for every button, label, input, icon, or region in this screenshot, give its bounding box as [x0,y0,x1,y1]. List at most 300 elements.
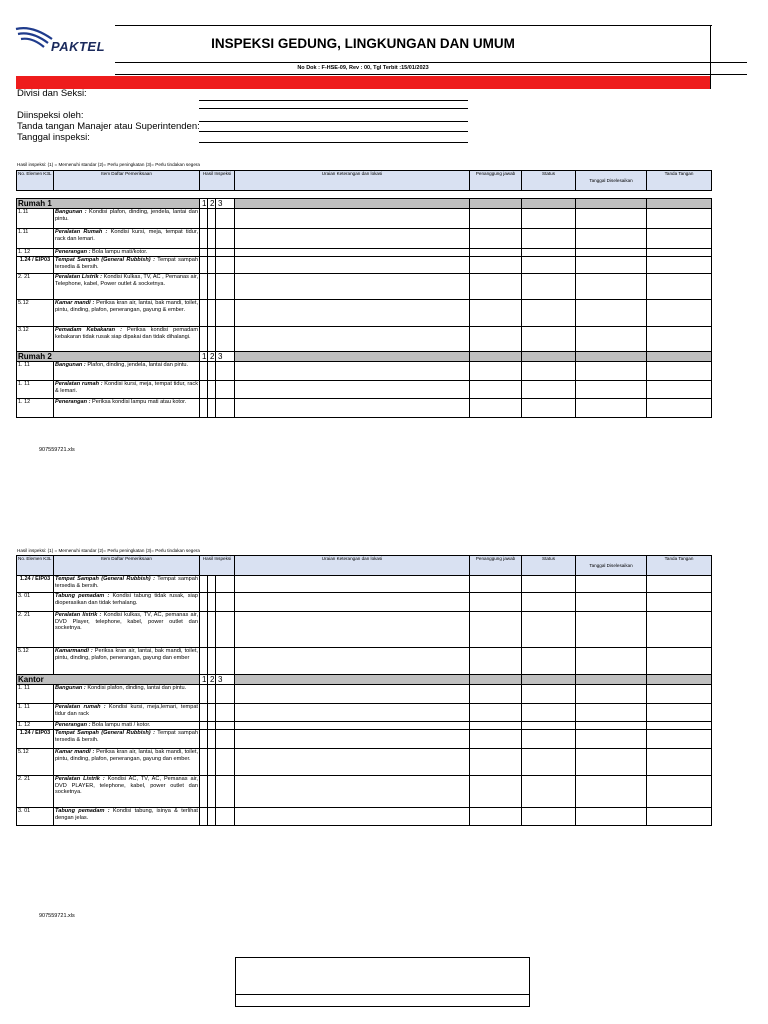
score-cell-1[interactable] [200,776,208,808]
spacer-row [17,191,712,199]
table-row [17,209,712,229]
tanda-cell[interactable] [647,704,712,722]
section-row [17,675,712,685]
checklist-item [54,648,200,675]
table-row [17,327,712,352]
checklist-item-label: Bangunan : [55,209,87,215]
table-row [17,229,712,249]
score-cell-1[interactable] [200,730,208,749]
status-cell[interactable] [522,399,576,418]
score-cell-2[interactable] [208,327,216,352]
score-cell-3[interactable] [216,648,235,675]
tanda-cell[interactable] [647,249,712,257]
section-blank-cell [235,199,470,209]
column-header-tanggal: Tanggal Diselesaikan [576,171,647,191]
tanda-tangan-label: Tanda tangan Manajer atau Superintenden: [17,121,200,132]
status-cell[interactable] [522,593,576,612]
checklist-item-label: Kamar mandi : [55,749,95,755]
checklist-item-text: Kondisi kursi, meja, tempat tidur, rack dan lemari. [55,229,198,242]
document-number: No Dok : F-HSE-09, Rev : 00, Tgl Terbit :15/01/2023 [297,65,429,71]
tanggal-cell[interactable] [576,722,647,730]
section-blank-cell [235,675,470,685]
score-cell-2[interactable] [208,776,216,808]
uraian-cell[interactable] [235,381,470,399]
section-name: Rumah 1 [17,199,200,209]
penanggung-cell[interactable] [470,685,522,704]
score-cell-2[interactable] [208,300,216,327]
checklist-item-label: Kamarmandi : [55,648,93,654]
score-cell-1[interactable] [200,704,208,722]
score-cell-3[interactable] [216,381,235,399]
uraian-cell[interactable] [235,776,470,808]
table-row [17,722,712,730]
tanggal-cell[interactable] [576,249,647,257]
checklist-item-label: Peralatan Listrik : [55,274,103,280]
checklist-item [54,362,200,381]
table-row [17,612,712,648]
column-header-status: Status [522,171,576,191]
tanggal-cell[interactable] [576,274,647,300]
table-row [17,648,712,675]
score-cell-2[interactable] [208,730,216,749]
checklist-item [54,685,200,704]
tanggal-cell[interactable] [576,257,647,274]
penanggung-cell[interactable] [470,249,522,257]
score-header-3: 3 [216,199,235,209]
uraian-cell[interactable] [235,362,470,381]
element-code: 5.12 [17,749,54,776]
status-cell[interactable] [522,249,576,257]
table-row [17,249,712,257]
score-cell-3[interactable] [216,685,235,704]
table-row [17,704,712,722]
table-row [17,576,712,593]
score-cell-3[interactable] [216,704,235,722]
score-cell-1[interactable] [200,209,208,229]
checklist-item-text: Tempat sampah tersedia & bersih. [55,257,198,270]
score-cell-2[interactable] [208,722,216,730]
column-header-hasil: Hasil Inspeksi [200,171,235,191]
status-cell[interactable] [522,381,576,399]
element-code: 1.11 [17,209,54,229]
element-code: 1.24 / EIP03 [17,576,54,593]
signature-box[interactable] [235,957,530,1007]
score-cell-3[interactable] [216,362,235,381]
company-logo [14,25,114,55]
element-code: 1. 11 [17,685,54,704]
score-cell-1[interactable] [200,808,208,826]
status-cell[interactable] [522,362,576,381]
score-cell-2[interactable] [208,685,216,704]
column-header-no: No. Elemen K3L [17,556,54,576]
penanggung-cell[interactable] [470,257,522,274]
red-header-bar [16,76,710,89]
legend-text-2: Hasil inspeksi: (1) = Memenuhi standar (2)= Perlu peningkatan (3)= Perlu tindakan segera [17,548,200,553]
score-cell-3[interactable] [216,749,235,776]
element-code: 1. 12 [17,249,54,257]
element-code: 1.24 / EIP03 [17,257,54,274]
score-cell-2[interactable] [208,399,216,418]
score-cell-3[interactable] [216,209,235,229]
score-cell-2[interactable] [208,274,216,300]
element-code: 1. 12 [17,399,54,418]
column-header-penanggung: Penanggung jawab [470,556,522,576]
score-header-1: 1 [200,352,208,362]
checklist-item-label: Peralatan Listrik : [55,776,105,782]
legend-text: Hasil inspeksi: (1) = Memenuhi standar (2)= Perlu peningkatan (3)= Perlu tindakan segera [17,162,200,167]
uraian-cell[interactable] [235,576,470,593]
score-cell-2[interactable] [208,612,216,648]
checklist-item-text: Kondisi plafon, dinding, jendela, lantai dan pintu. [55,209,198,222]
tanggal-cell[interactable] [576,362,647,381]
score-cell-1[interactable] [200,612,208,648]
section-blank-cell [235,352,470,362]
tanggal-cell[interactable] [576,730,647,749]
element-code: 2. 21 [17,274,54,300]
tanggal-cell[interactable] [576,776,647,808]
uraian-cell[interactable] [235,722,470,730]
penanggung-cell[interactable] [470,209,522,229]
tanggal-cell[interactable] [576,648,647,675]
uraian-cell[interactable] [235,612,470,648]
score-cell-1[interactable] [200,399,208,418]
score-cell-1[interactable] [200,274,208,300]
tanda-cell[interactable] [647,300,712,327]
score-cell-1[interactable] [200,300,208,327]
tanda-cell[interactable] [647,229,712,249]
score-cell-1[interactable] [200,648,208,675]
score-cell-2[interactable] [208,593,216,612]
section-blank-cell [576,352,647,362]
uraian-cell[interactable] [235,229,470,249]
tanda-cell[interactable] [647,209,712,229]
uraian-cell[interactable] [235,685,470,704]
status-cell[interactable] [522,229,576,249]
penanggung-cell[interactable] [470,229,522,249]
penanggung-cell[interactable] [470,381,522,399]
status-cell[interactable] [522,300,576,327]
score-cell-2[interactable] [208,209,216,229]
score-cell-2[interactable] [208,704,216,722]
column-header-tanda: Tanda Tangan [647,556,712,576]
checklist-item [54,722,200,730]
score-cell-3[interactable] [216,257,235,274]
uraian-cell[interactable] [235,249,470,257]
section-blank-cell [522,352,576,362]
tanggal-cell[interactable] [576,381,647,399]
penanggung-cell[interactable] [470,327,522,352]
score-cell-3[interactable] [216,593,235,612]
checklist-item-text: Bola lampu mati / kotor. [90,722,151,728]
status-cell[interactable] [522,730,576,749]
section-blank-cell [470,352,522,362]
section-row [17,199,712,209]
uraian-cell[interactable] [235,648,470,675]
checklist-item-label: Pemadam Kebakaran : [55,327,122,333]
status-cell[interactable] [522,327,576,352]
checklist-item-label: Peralatan rumah : [55,704,106,710]
score-cell-2[interactable] [208,749,216,776]
tanda-cell[interactable] [647,257,712,274]
checklist-item-text: Kondisi Kulkas, TV, AC , Pemanas air, Telephone, kabel, Power outlet & socketnya. [55,274,198,287]
score-cell-1[interactable] [200,249,208,257]
checklist-item-label: Tempat Sampah (General Rubbish) : [55,576,155,582]
penanggung-cell[interactable] [470,593,522,612]
tanda-cell[interactable] [647,730,712,749]
uraian-cell[interactable] [235,749,470,776]
section-blank-cell [522,199,576,209]
score-cell-1[interactable] [200,722,208,730]
score-header-3: 3 [216,352,235,362]
checklist-item [54,576,200,593]
status-cell[interactable] [522,704,576,722]
score-cell-3[interactable] [216,249,235,257]
score-cell-3[interactable] [216,722,235,730]
element-code: 3. 01 [17,593,54,612]
tanggal-cell[interactable] [576,749,647,776]
section-blank-cell [576,199,647,209]
uraian-cell[interactable] [235,399,470,418]
checklist-item [54,399,200,418]
table-row [17,776,712,808]
score-cell-1[interactable] [200,229,208,249]
tanda-cell[interactable] [647,776,712,808]
uraian-cell[interactable] [235,730,470,749]
element-code: 1. 11 [17,362,54,381]
checklist-item-text: Kondisi tabung tidak rusak, siap dioperasikan dan tidak terhalang. [55,593,198,606]
penanggung-cell[interactable] [470,648,522,675]
score-cell-3[interactable] [216,776,235,808]
table-row [17,274,712,300]
inspection-table-2 [16,555,712,826]
checklist-item-label: Penerangan : [55,399,91,405]
uraian-cell[interactable] [235,274,470,300]
penanggung-cell[interactable] [470,749,522,776]
tanda-cell[interactable] [647,593,712,612]
table-row [17,808,712,826]
penanggung-cell[interactable] [470,362,522,381]
checklist-item [54,808,200,826]
score-cell-1[interactable] [200,749,208,776]
tanda-cell[interactable] [647,576,712,593]
score-cell-2[interactable] [208,362,216,381]
status-cell[interactable] [522,257,576,274]
tanda-cell[interactable] [647,722,712,730]
score-header-3: 3 [216,675,235,685]
checklist-item-text: Periksa kran air, lantai, bak mandi, toilet, pintu, dinding, plafon, penerangan, gayung dan ember [55,648,198,661]
score-cell-2[interactable] [208,381,216,399]
uraian-cell[interactable] [235,327,470,352]
uraian-cell[interactable] [235,209,470,229]
checklist-item-text: Periksa kondisi pemadam kebakaran tidak rusak siap dipakai dan tidak dihalangi. [55,327,198,340]
checklist-item-text: Periksa kran air, lantai, bak mandi, toilet, pintu, dinding, plafon, penerangan, gayung & ember. [55,300,198,313]
section-name: Rumah 2 [17,352,200,362]
score-cell-3[interactable] [216,300,235,327]
penanggung-cell[interactable] [470,776,522,808]
section-blank-cell [470,199,522,209]
element-code: 1. 11 [17,381,54,399]
checklist-item [54,749,200,776]
section-blank-cell [647,199,712,209]
penanggung-cell[interactable] [470,399,522,418]
table-row [17,381,712,399]
section-blank-cell [647,352,712,362]
checklist-item-label: Bangunan : [55,685,86,691]
checklist-item-label: Penerangan : [55,722,91,728]
checklist-item-label: Tempat Sampah (General Rubbish) : [55,730,155,736]
checklist-item-text: Periksa kran air, lantai, bak mandi, toilet, pintu, dinding, plafon, penerangan, gayung dan ember. [55,749,198,762]
score-cell-3[interactable] [216,274,235,300]
tanda-cell[interactable] [647,274,712,300]
table-row [17,685,712,704]
section-blank-cell [647,675,712,685]
column-header-penanggung: Penanggung jawab [470,171,522,191]
status-cell[interactable] [522,576,576,593]
tanda-cell[interactable] [647,612,712,648]
score-cell-2[interactable] [208,229,216,249]
score-cell-1[interactable] [200,381,208,399]
status-cell[interactable] [522,749,576,776]
score-cell-2[interactable] [208,576,216,593]
tanggal-cell[interactable] [576,327,647,352]
tanda-cell[interactable] [647,749,712,776]
section-row [17,352,712,362]
tanda-cell[interactable] [647,381,712,399]
tanggal-cell[interactable] [576,229,647,249]
column-header-uraian: Uraian Keterangan dan lokasi [235,556,470,576]
tanggal-cell[interactable] [576,399,647,418]
score-cell-1[interactable] [200,327,208,352]
score-header-1: 1 [200,675,208,685]
status-cell[interactable] [522,612,576,648]
section-name: Kantor [17,675,200,685]
checklist-item-text: Kondisi AC, TV, AC, Pemanas air, DVD PLAYER, telephone, kabel, power outlet dan socketnya. [55,776,198,796]
uraian-cell[interactable] [235,593,470,612]
tanggal-field[interactable] [199,142,468,143]
status-cell[interactable] [522,209,576,229]
divisi-field[interactable] [199,100,468,101]
penanggung-cell[interactable] [470,730,522,749]
penanggung-cell[interactable] [470,612,522,648]
checklist-item-label: Peralatan rumah : [55,381,103,387]
table-row [17,749,712,776]
tanggal-cell[interactable] [576,593,647,612]
status-cell[interactable] [522,685,576,704]
diinspeksi-field[interactable] [199,121,468,122]
element-code: 1. 12 [17,722,54,730]
tanggal-cell[interactable] [576,685,647,704]
column-header-tanda: Tanda Tangan [647,171,712,191]
checklist-item [54,327,200,352]
inspection-table-1 [16,170,712,418]
table-header-row [17,171,712,191]
tanggal-cell[interactable] [576,209,647,229]
checklist-item [54,593,200,612]
company-name: PAKTEL [51,39,106,54]
uraian-cell[interactable] [235,257,470,274]
tanggal-cell[interactable] [576,808,647,826]
logo-swoosh-icon [14,25,54,53]
score-cell-2[interactable] [208,808,216,826]
uraian-cell[interactable] [235,808,470,826]
column-header-no: No. Elemen K3L [17,171,54,191]
tanda-cell[interactable] [647,808,712,826]
checklist-item-text: Kondisi plafon, dinding, lantai dan pintu. [85,685,187,691]
checklist-item-text: Kondisi kursi, meja,lemari, tempat tidur dan rack [55,704,198,717]
tanda-cell[interactable] [647,648,712,675]
status-cell[interactable] [522,648,576,675]
checklist-item-text: Periksa kondisi lampu mati atau kotor. [90,399,187,405]
tanggal-cell[interactable] [576,704,647,722]
penanggung-cell[interactable] [470,300,522,327]
status-cell[interactable] [522,808,576,826]
score-cell-3[interactable] [216,730,235,749]
uraian-cell[interactable] [235,300,470,327]
tanda-cell[interactable] [647,399,712,418]
status-cell[interactable] [522,274,576,300]
table-row [17,730,712,749]
penanggung-cell[interactable] [470,704,522,722]
score-cell-2[interactable] [208,648,216,675]
score-cell-1[interactable] [200,593,208,612]
section-blank-cell [576,675,647,685]
checklist-item [54,209,200,229]
score-cell-1[interactable] [200,576,208,593]
score-header-2: 2 [208,675,216,685]
uraian-cell[interactable] [235,704,470,722]
checklist-item-text: Kondisi tabung, isinya & terlihat dengan jelas. [55,808,198,821]
score-cell-3[interactable] [216,808,235,826]
checklist-item [54,381,200,399]
table-row [17,593,712,612]
element-code: 2. 21 [17,776,54,808]
score-cell-1[interactable] [200,257,208,274]
table-row [17,362,712,381]
element-code: 1.11 [17,229,54,249]
section-blank-cell [522,675,576,685]
score-cell-3[interactable] [216,399,235,418]
penanggung-cell[interactable] [470,808,522,826]
tanggal-cell[interactable] [576,612,647,648]
tanda-tangan-field[interactable] [199,131,468,132]
score-cell-3[interactable] [216,229,235,249]
score-cell-2[interactable] [208,257,216,274]
tanda-cell[interactable] [647,685,712,704]
score-cell-1[interactable] [200,685,208,704]
score-header-1: 1 [200,199,208,209]
tanggal-cell[interactable] [576,300,647,327]
column-header-hasil: Hasil Inspeksi [200,556,235,576]
tanda-cell[interactable] [647,362,712,381]
tanda-cell[interactable] [647,327,712,352]
penanggung-cell[interactable] [470,576,522,593]
score-cell-2[interactable] [208,249,216,257]
score-cell-3[interactable] [216,327,235,352]
status-cell[interactable] [522,722,576,730]
score-header-2: 2 [208,352,216,362]
status-cell[interactable] [522,776,576,808]
table-row [17,399,712,418]
checklist-item [54,274,200,300]
checklist-item-text: Plafon, dinding, jendela, lantai dan pintu. [85,362,189,368]
tanggal-cell[interactable] [576,576,647,593]
score-cell-3[interactable] [216,612,235,648]
penanggung-cell[interactable] [470,722,522,730]
footer-filename-1: 907559721.xls [39,447,75,453]
score-cell-1[interactable] [200,362,208,381]
penanggung-cell[interactable] [470,274,522,300]
score-cell-3[interactable] [216,576,235,593]
